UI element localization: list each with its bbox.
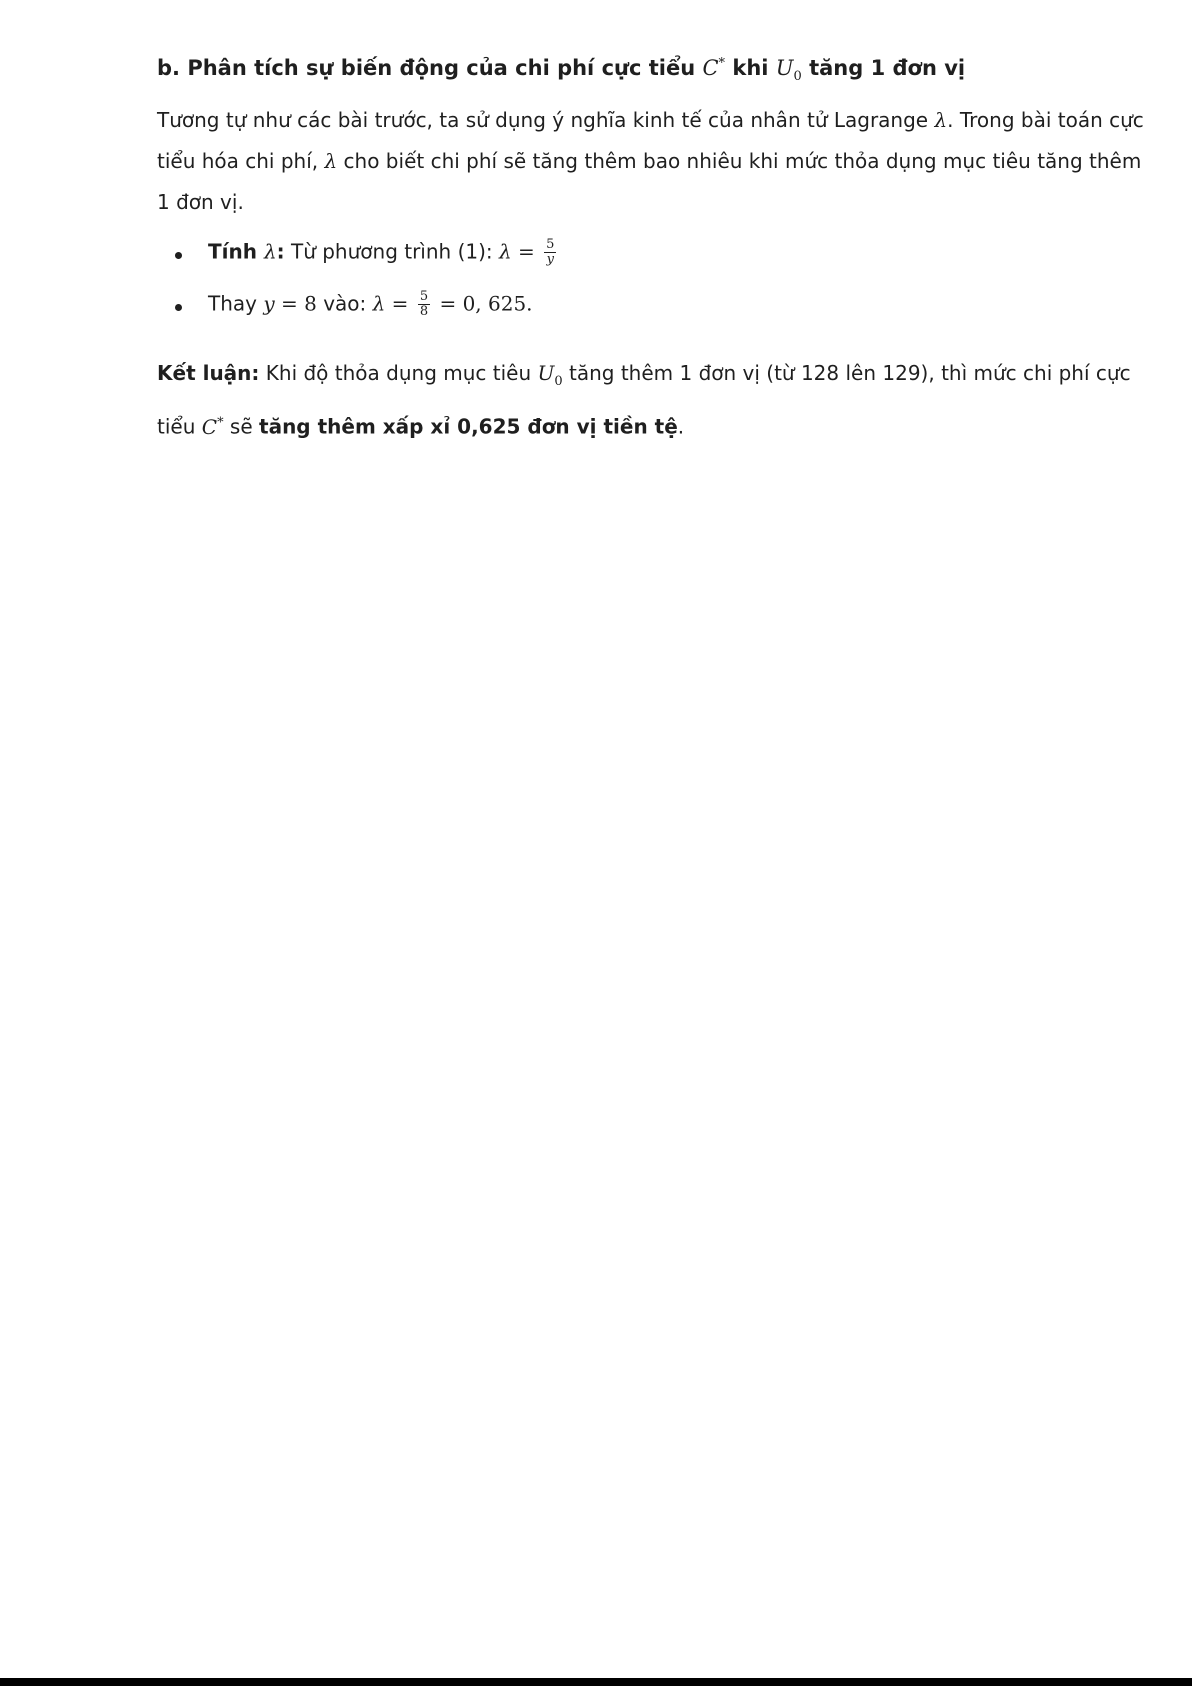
conclusion-paragraph bbox=[157, 353, 1147, 448]
bullet-body-text: Thay bbox=[208, 291, 264, 316]
sub-zero: 0 bbox=[793, 69, 802, 85]
bold-label-text: Tính bbox=[208, 239, 264, 264]
intro-part2: . Trong bài toán cực tiểu hóa chi phí, bbox=[157, 108, 1144, 173]
var-c: C bbox=[201, 414, 218, 439]
bullet-body-text: vào: bbox=[316, 291, 373, 316]
lambda-symbol: λ bbox=[934, 108, 948, 132]
math-c bbox=[702, 56, 725, 80]
bottom-bar bbox=[0, 1678, 1192, 1686]
star-sup: * bbox=[718, 56, 726, 71]
conclusion-part2: tăng thêm 1 đơn vị (từ 128 lên 129), thì mức chi phí cực tiểu bbox=[157, 361, 1131, 439]
bullet-text bbox=[208, 290, 533, 320]
fraction-denominator: y bbox=[546, 252, 554, 268]
equals-sign: = bbox=[511, 239, 542, 264]
var-y: y bbox=[263, 291, 275, 316]
lambda-symbol: λ bbox=[263, 239, 277, 264]
section-heading bbox=[157, 56, 965, 84]
math-c bbox=[202, 415, 224, 439]
bullet-bold-label bbox=[208, 239, 285, 263]
math-u0 bbox=[775, 56, 802, 85]
fraction-5-over-8 bbox=[418, 290, 430, 320]
bullet-dot-icon bbox=[175, 304, 182, 311]
var-u: U bbox=[537, 361, 555, 385]
intro-part3: cho biết chi phí sẽ tăng thêm bao nhiêu khi mức thỏa dụng mục tiêu tăng thêm 1 đơn vị. bbox=[157, 149, 1142, 214]
lambda-symbol: λ bbox=[324, 149, 338, 173]
conclusion-bold-result: tăng thêm xấp xỉ 0,625 đơn vị tiền tệ bbox=[259, 414, 678, 439]
fraction-5-over-y bbox=[544, 238, 556, 268]
bullet-body-text: Từ phương trình (1): bbox=[284, 239, 499, 264]
star-sup: * bbox=[217, 415, 224, 430]
equals-value: = 8 bbox=[274, 291, 317, 316]
lambda-symbol: λ bbox=[372, 291, 386, 316]
equals-sign: = bbox=[385, 291, 415, 316]
fraction-denominator: 8 bbox=[419, 304, 429, 320]
var-u: U bbox=[775, 56, 794, 80]
conclusion-part3: sẽ bbox=[223, 414, 260, 439]
fraction-numerator: 5 bbox=[419, 289, 429, 304]
heading-text: b. Phân tích sự biến động của chi phí cực tiểu bbox=[157, 56, 703, 80]
var-c: C bbox=[702, 56, 719, 80]
bullet-text bbox=[208, 238, 559, 268]
intro-paragraph bbox=[157, 100, 1147, 223]
heading-khi: khi bbox=[725, 56, 776, 80]
conclusion-part1: Khi độ thỏa dụng mục tiêu bbox=[259, 361, 538, 385]
math-u0 bbox=[537, 361, 563, 389]
fraction-numerator: 5 bbox=[546, 237, 555, 252]
intro-part1: Tương tự như các bài trước, ta sử dụng ý nghĩa kinh tế của nhân tử Lagrange bbox=[157, 108, 935, 132]
bullet-dot-icon bbox=[175, 252, 182, 259]
result-value: = 0, 625. bbox=[433, 291, 533, 316]
lambda-symbol: λ bbox=[499, 239, 512, 264]
conclusion-label: Kết luận: bbox=[157, 361, 260, 385]
heading-suffix: tăng 1 đơn vị bbox=[801, 56, 966, 80]
conclusion-end: . bbox=[677, 414, 685, 439]
sub-zero: 0 bbox=[554, 374, 563, 389]
colon: : bbox=[276, 239, 285, 264]
